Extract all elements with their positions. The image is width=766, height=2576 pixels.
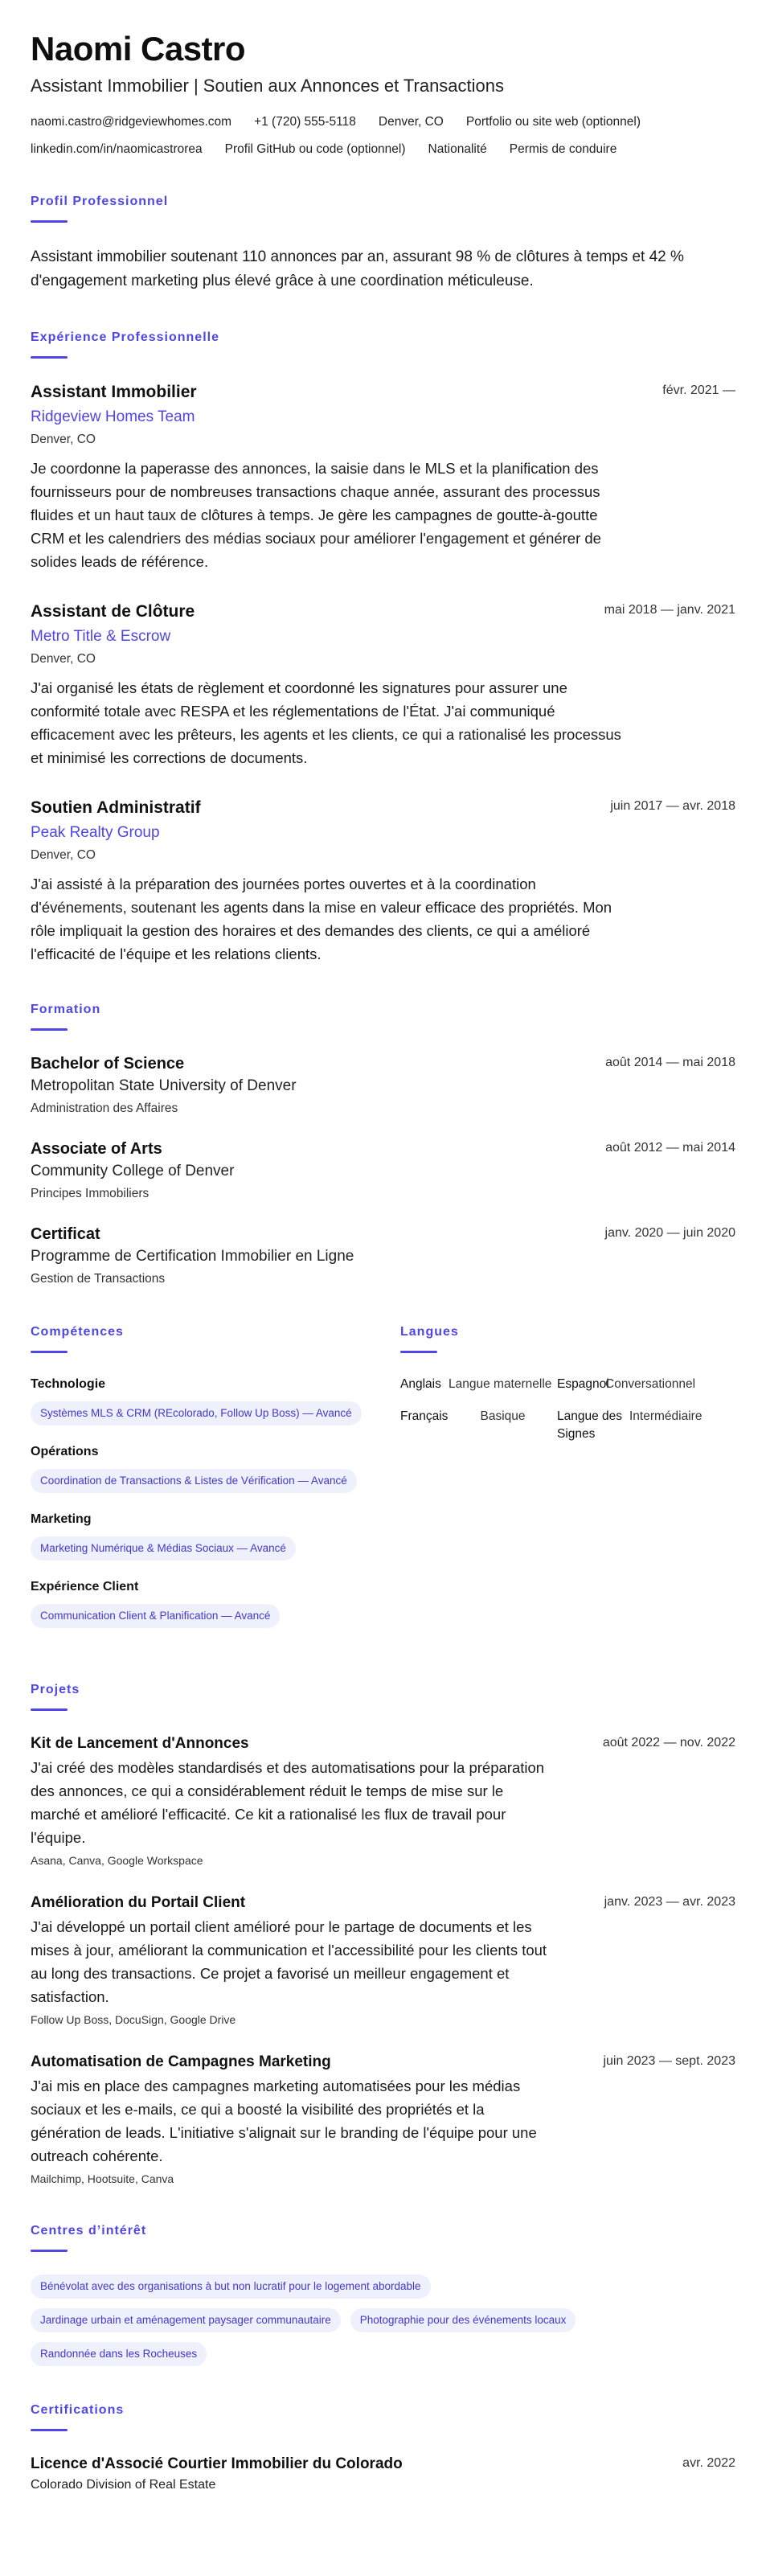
section-divider	[31, 220, 68, 223]
skills-languages-row	[31, 1323, 735, 1646]
job-dates: mai 2018 — janv. 2021	[604, 603, 735, 617]
section-title: Formation	[31, 1003, 101, 1016]
language-level: Basique	[480, 1409, 526, 1423]
project-tools: Asana, Canva, Google Workspace	[31, 1854, 203, 1867]
project-title: Kit de Lancement d'Annonces	[31, 1735, 249, 1752]
skill-category: Expérience Client	[31, 1580, 139, 1594]
education-dates: août 2012 — mai 2014	[605, 1141, 735, 1155]
language-name: Langue des Signes	[557, 1409, 623, 1441]
skill-pill: Coordination de Transactions & Listes de Vérification — Avancé	[31, 1469, 357, 1493]
contact-portfolio[interactable]: Portfolio ou site web (optionnel)	[465, 115, 641, 129]
interest-pill: Photographie pour des événements locaux	[350, 2308, 576, 2332]
language-name: Anglais	[400, 1377, 441, 1391]
project-dates: janv. 2023 — avr. 2023	[604, 1895, 735, 1909]
study-field: Gestion de Transactions	[31, 1272, 166, 1286]
project-dates: août 2022 — nov. 2022	[602, 1736, 735, 1749]
degree-name: Certificat	[31, 1225, 100, 1243]
school-name: Community College of Denver	[31, 1163, 235, 1179]
experience-entry	[31, 601, 735, 769]
section-divider	[31, 2429, 68, 2431]
section-title: Expérience Professionnelle	[31, 330, 219, 344]
project-entry	[31, 2052, 735, 2187]
languages-section	[400, 1323, 734, 1646]
section-title: Centres d’intérêt	[31, 2224, 147, 2238]
job-title: Assistant de Clôture	[31, 602, 195, 621]
interest-list	[31, 2275, 735, 2366]
education-dates: janv. 2020 — juin 2020	[604, 1226, 735, 1240]
job-location: Denver, CO	[31, 652, 96, 666]
candidate-name: Naomi Castro	[31, 30, 246, 68]
section-divider	[31, 2250, 68, 2252]
project-entry	[31, 1893, 735, 2028]
contact-phone[interactable]: +1 (720) 555-5118	[254, 115, 356, 129]
project-entry	[31, 1733, 735, 1868]
skill-group	[31, 1578, 368, 1628]
section-title: Compétences	[31, 1325, 124, 1339]
section-divider	[31, 356, 68, 359]
skill-pill: Systèmes MLS & CRM (REcolorado, Follow Up Boss) — Avancé	[31, 1401, 362, 1425]
language-level: Intermédiaire	[629, 1409, 703, 1423]
job-title: Assistant Immobilier	[31, 383, 197, 401]
contact-github[interactable]: Profil GitHub ou code (optionnel)	[224, 142, 406, 156]
certification-name: Licence d'Associé Courtier Immobilier du Colorado	[31, 2455, 403, 2472]
certification-issuer: Colorado Division of Real Estate	[31, 2478, 216, 2492]
language-name: Français	[400, 1409, 449, 1423]
education-entry	[31, 1224, 735, 1288]
language-level: Conversationnel	[605, 1377, 696, 1391]
project-description: J'ai mis en place des campagnes marketing automatisées pour les médias sociaux et les e-mails, ce qui a boosté la visibilité des propriétés et la génération de leads. L'initiative s'alignait sur le branding de l'équipe pour une outreach cohérente.	[31, 2078, 537, 2164]
job-location: Denver, CO	[31, 848, 96, 862]
project-tools: Mailchimp, Hootsuite, Canva	[31, 2172, 174, 2185]
job-location: Denver, CO	[31, 433, 96, 446]
study-field: Principes Immobiliers	[31, 1187, 150, 1200]
section-title: Profil Professionnel	[31, 195, 169, 208]
certification-date: avr. 2022	[682, 2456, 735, 2470]
skill-pill: Marketing Numérique & Médias Sociaux — Avancé	[31, 1536, 296, 1561]
job-description: J'ai assisté à la préparation des journées portes ouvertes et à la coordination d'événements, soutenant les agents dans la mise en valeur efficace des propriétés. Mon rôle impliquait la gestion des horaires et des demandes des clients, ce qui a amélioré l'efficacité de l'équipe et les relations clients.	[31, 876, 612, 962]
skill-category: Marketing	[31, 1512, 92, 1526]
language-name: Espagnol	[557, 1377, 609, 1391]
job-description: J'ai organisé les états de règlement et coordonné les signatures pour assurer une conformité totale avec RESPA et les réglementations de l'État. J'ai communiqué efficacement avec les prêteurs, les agents et les clients, ce qui a rationalisé les processus et minimisé les corrections de documents.	[31, 679, 621, 766]
skill-group	[31, 1443, 368, 1493]
section-divider	[400, 1351, 437, 1353]
project-description: J'ai développé un portail client amélioré pour le partage de documents et les mises à jour, améliorant la communication et l'accessibilité pour les clients tout au long des transactions. Ce projet a favorisé un meilleur engagement et satisfaction.	[31, 1918, 547, 2005]
contact-linkedin[interactable]: linkedin.com/in/naomicastrorea	[31, 142, 203, 156]
language-level: Langue maternelle	[449, 1377, 552, 1391]
section-title: Langues	[400, 1325, 459, 1339]
section-title: Certifications	[31, 2403, 125, 2417]
education-dates: août 2014 — mai 2018	[605, 1056, 735, 1069]
certifications-section	[31, 2402, 735, 2494]
skill-pill: Communication Client & Planification — Avancé	[31, 1604, 280, 1628]
study-field: Administration des Affaires	[31, 1101, 178, 1115]
skill-group	[31, 1511, 368, 1561]
experience-section	[31, 329, 735, 966]
skills-section	[31, 1323, 368, 1646]
contact-nationality: Nationalité	[428, 142, 487, 156]
interests-section	[31, 2222, 735, 2366]
section-divider	[31, 1351, 68, 1353]
company-name: Peak Realty Group	[31, 824, 160, 841]
education-section	[31, 1001, 735, 1288]
degree-name: Associate of Arts	[31, 1140, 162, 1158]
education-entry	[31, 1138, 735, 1203]
skill-category: Opérations	[31, 1445, 99, 1458]
contact-list	[31, 114, 735, 158]
section-divider	[31, 1028, 68, 1031]
contact-email[interactable]: naomi.castro@ridgeviewhomes.com	[31, 115, 232, 129]
section-divider	[31, 1708, 68, 1711]
project-title: Amélioration du Portail Client	[31, 1894, 246, 1911]
company-name: Metro Title & Escrow	[31, 628, 171, 645]
school-name: Programme de Certification Immobilier en Ligne	[31, 1248, 354, 1265]
job-dates: juin 2017 — avr. 2018	[610, 799, 735, 813]
experience-entry	[31, 797, 735, 966]
experience-entry	[31, 381, 735, 573]
degree-name: Bachelor of Science	[31, 1055, 185, 1073]
school-name: Metropolitan State University of Denver	[31, 1077, 297, 1094]
project-tools: Follow Up Boss, DocuSign, Google Drive	[31, 2013, 236, 2026]
project-title: Automatisation de Campagnes Marketing	[31, 2053, 331, 2070]
resume-header	[31, 29, 735, 158]
job-dates: févr. 2021 —	[662, 384, 735, 397]
profile-section	[31, 193, 735, 293]
skill-group	[31, 1376, 368, 1425]
skill-category: Technologie	[31, 1377, 106, 1391]
candidate-headline: Assistant Immobilier | Soutien aux Annonces et Transactions	[31, 76, 505, 96]
section-title: Projets	[31, 1683, 80, 1696]
interest-pill: Bénévolat avec des organisations à but non lucratif pour le logement abordable	[31, 2275, 431, 2299]
education-entry	[31, 1053, 735, 1118]
language-grid	[400, 1376, 734, 1443]
project-dates: juin 2023 — sept. 2023	[603, 2054, 735, 2068]
interest-pill: Randonnée dans les Rocheuses	[31, 2342, 207, 2366]
job-description: Je coordonne la paperasse des annonces, la saisie dans le MLS et la planification des fournisseurs pour de nombreuses transactions chaque année, assurant des processus fluides et un haut taux de clôtures à temps. Je gère les campagnes de goutte-à-goutte CRM et les calendriers des médias sociaux pour améliorer l'engagement et générer de solides leads de référence.	[31, 460, 601, 570]
contact-location: Denver, CO	[378, 115, 444, 129]
job-title: Soutien Administratif	[31, 798, 201, 817]
project-description: J'ai créé des modèles standardisés et des automatisations pour la préparation des annonces, ce qui a considérablement réduit le temps de mise sur le marché et amélioré l'efficacité. Ce kit a rationalisé les flux de travail pour l'équipe.	[31, 1759, 545, 1846]
interest-pill: Jardinage urbain et aménagement paysager communautaire	[31, 2308, 341, 2332]
company-name: Ridgeview Homes Team	[31, 408, 195, 425]
contact-driving-license: Permis de conduire	[509, 142, 617, 156]
profile-summary: Assistant immobilier soutenant 110 annonces par an, assurant 98 % de clôtures à temps et 42 % d'engagement marketing plus élevé grâce à une coordination méticuleuse.	[31, 248, 684, 289]
certification-entry	[31, 2454, 735, 2494]
projects-section	[31, 1681, 735, 2187]
